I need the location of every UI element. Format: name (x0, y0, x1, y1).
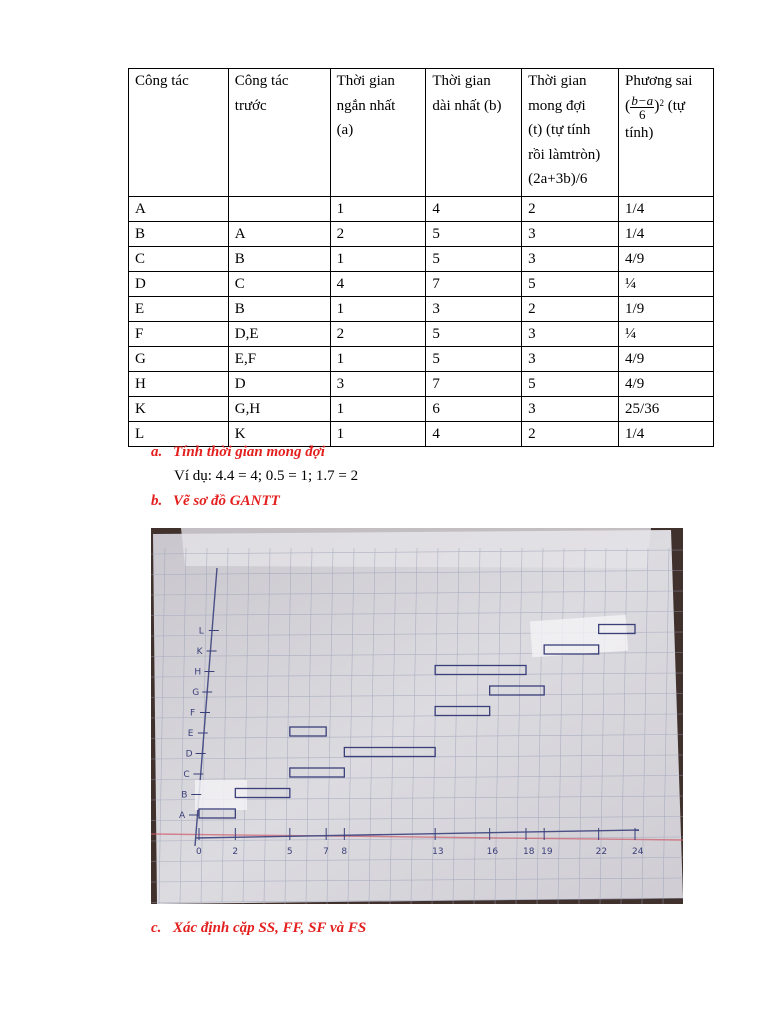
table-cell: 1 (330, 396, 426, 421)
table-cell: A (129, 196, 229, 221)
task-table (128, 68, 714, 447)
table-cell: 3 (522, 321, 619, 346)
table-cell: A (228, 221, 330, 246)
header-longest: Thời gian dài nhất (b) (426, 69, 522, 197)
table-cell: ¼ (619, 271, 714, 296)
table-cell: 1 (330, 246, 426, 271)
table-cell: 4 (330, 271, 426, 296)
table-cell: 4/9 (619, 246, 714, 271)
table-cell: G (129, 346, 229, 371)
table-row (129, 221, 714, 246)
table-cell: 4 (426, 421, 522, 446)
table-cell: 3 (522, 346, 619, 371)
table-cell: 1/4 (619, 221, 714, 246)
table-cell: C (228, 271, 330, 296)
section-a-example: Ví dụ: 4.4 = 4; 0.5 = 1; 1.7 = 2 (174, 468, 359, 484)
table-cell: 5 (426, 346, 522, 371)
table-cell: 1/4 (619, 196, 714, 221)
table-cell: E (129, 296, 229, 321)
table-cell: C (129, 246, 229, 271)
table-cell: D,E (228, 321, 330, 346)
table-row (129, 346, 714, 371)
gantt-photo (151, 528, 683, 904)
x-axis-label: 24 (632, 847, 644, 857)
y-axis-label: F (190, 708, 196, 719)
table-cell: 3 (426, 296, 522, 321)
table-cell: 4 (426, 196, 522, 221)
table-cell: 5 (426, 321, 522, 346)
table-cell: 2 (330, 221, 426, 246)
table-cell: D (129, 271, 229, 296)
y-axis-label: G (192, 688, 200, 698)
x-axis-label: 13 (432, 847, 444, 857)
table-cell: 7 (426, 271, 522, 296)
y-axis-label: E (187, 729, 194, 739)
table-row (129, 196, 714, 221)
table-row (129, 321, 714, 346)
table-cell: E,F (228, 346, 330, 371)
table-header-row (129, 69, 714, 197)
table-cell: 4/9 (619, 346, 714, 371)
table-cell: 5 (522, 371, 619, 396)
x-axis-label: 2 (232, 847, 239, 857)
table-row (129, 371, 714, 396)
table-cell: K (129, 396, 229, 421)
table-cell: ¼ (619, 321, 714, 346)
table-row (129, 246, 714, 271)
table-cell: B (129, 221, 229, 246)
table-cell: 7 (426, 371, 522, 396)
tape-patch-left (195, 780, 247, 810)
x-axis-label: 7 (323, 847, 329, 857)
table-cell: 2 (522, 421, 619, 446)
table-cell: 1 (330, 196, 426, 221)
table-cell: F (129, 321, 229, 346)
table-row (129, 396, 714, 421)
variance-fraction: $\frac{b-a}{6}$ (631, 92, 654, 122)
table-cell: 3 (522, 396, 619, 421)
table-row (129, 421, 714, 446)
y-axis-label: A (179, 811, 186, 821)
table-cell: 3 (330, 371, 426, 396)
table-cell: 3 (522, 221, 619, 246)
table-cell: 1/4 (619, 421, 714, 446)
table-cell: 5 (426, 221, 522, 246)
table-cell: 6 (426, 396, 522, 421)
section-a-heading: a. Tính thời gian mong đợi (151, 444, 325, 460)
table-cell: H (129, 371, 229, 396)
x-axis-label: 16 (486, 847, 499, 857)
x-axis-label: 18 (523, 847, 535, 857)
y-axis-label: D (185, 749, 193, 760)
y-axis-label: H (194, 667, 202, 678)
header-task: Công tác (129, 69, 229, 197)
table-row (129, 271, 714, 296)
header-shortest: Thời gian ngắn nhất (a) (330, 69, 426, 197)
table-cell: 5 (426, 246, 522, 271)
x-axis-label: 19 (541, 847, 553, 857)
table-cell: 2 (522, 296, 619, 321)
x-axis-label: 22 (595, 847, 608, 857)
table-cell: D (228, 371, 330, 396)
table-cell: 5 (522, 271, 619, 296)
table-cell: 1 (330, 421, 426, 446)
x-axis-label: 0 (196, 847, 202, 857)
gantt-sketch (151, 528, 683, 904)
section-b-heading: b. Vẽ sơ đồ GANTT (151, 493, 280, 509)
table-cell: 4/9 (619, 371, 714, 396)
section-c-heading: c. Xác định cặp SS, FF, SF và FS (151, 920, 367, 936)
table-cell: 1 (330, 296, 426, 321)
table-cell: B (228, 246, 330, 271)
y-axis-label: C (183, 770, 190, 780)
x-axis-label: 5 (286, 847, 293, 857)
header-variance: Phương sai ( $\frac{b-a}{6}$ )$^2$ (tự tính) (619, 69, 714, 197)
table-body (129, 196, 714, 446)
table-cell: 25/36 (619, 396, 714, 421)
header-predecessor: Công tác trước (228, 69, 330, 197)
table-cell: B (228, 296, 330, 321)
table-cell: 2 (522, 196, 619, 221)
table-cell: 2 (330, 321, 426, 346)
table-cell: 3 (522, 246, 619, 271)
x-axis-label: 8 (341, 847, 348, 857)
table-cell (228, 196, 330, 221)
table-cell: 1/9 (619, 296, 714, 321)
table-row (129, 296, 714, 321)
y-axis-label: L (198, 626, 204, 637)
table-cell: K (228, 421, 330, 446)
header-expected: Thời gian mong đợi (t) (tự tính rồi làmtròn) (2a+3b)/6 (522, 69, 619, 197)
table-cell: L (129, 421, 229, 446)
y-axis-label: K (196, 647, 203, 657)
table-cell: 1 (330, 346, 426, 371)
y-axis-label: B (181, 790, 188, 801)
table-cell: G,H (228, 396, 330, 421)
